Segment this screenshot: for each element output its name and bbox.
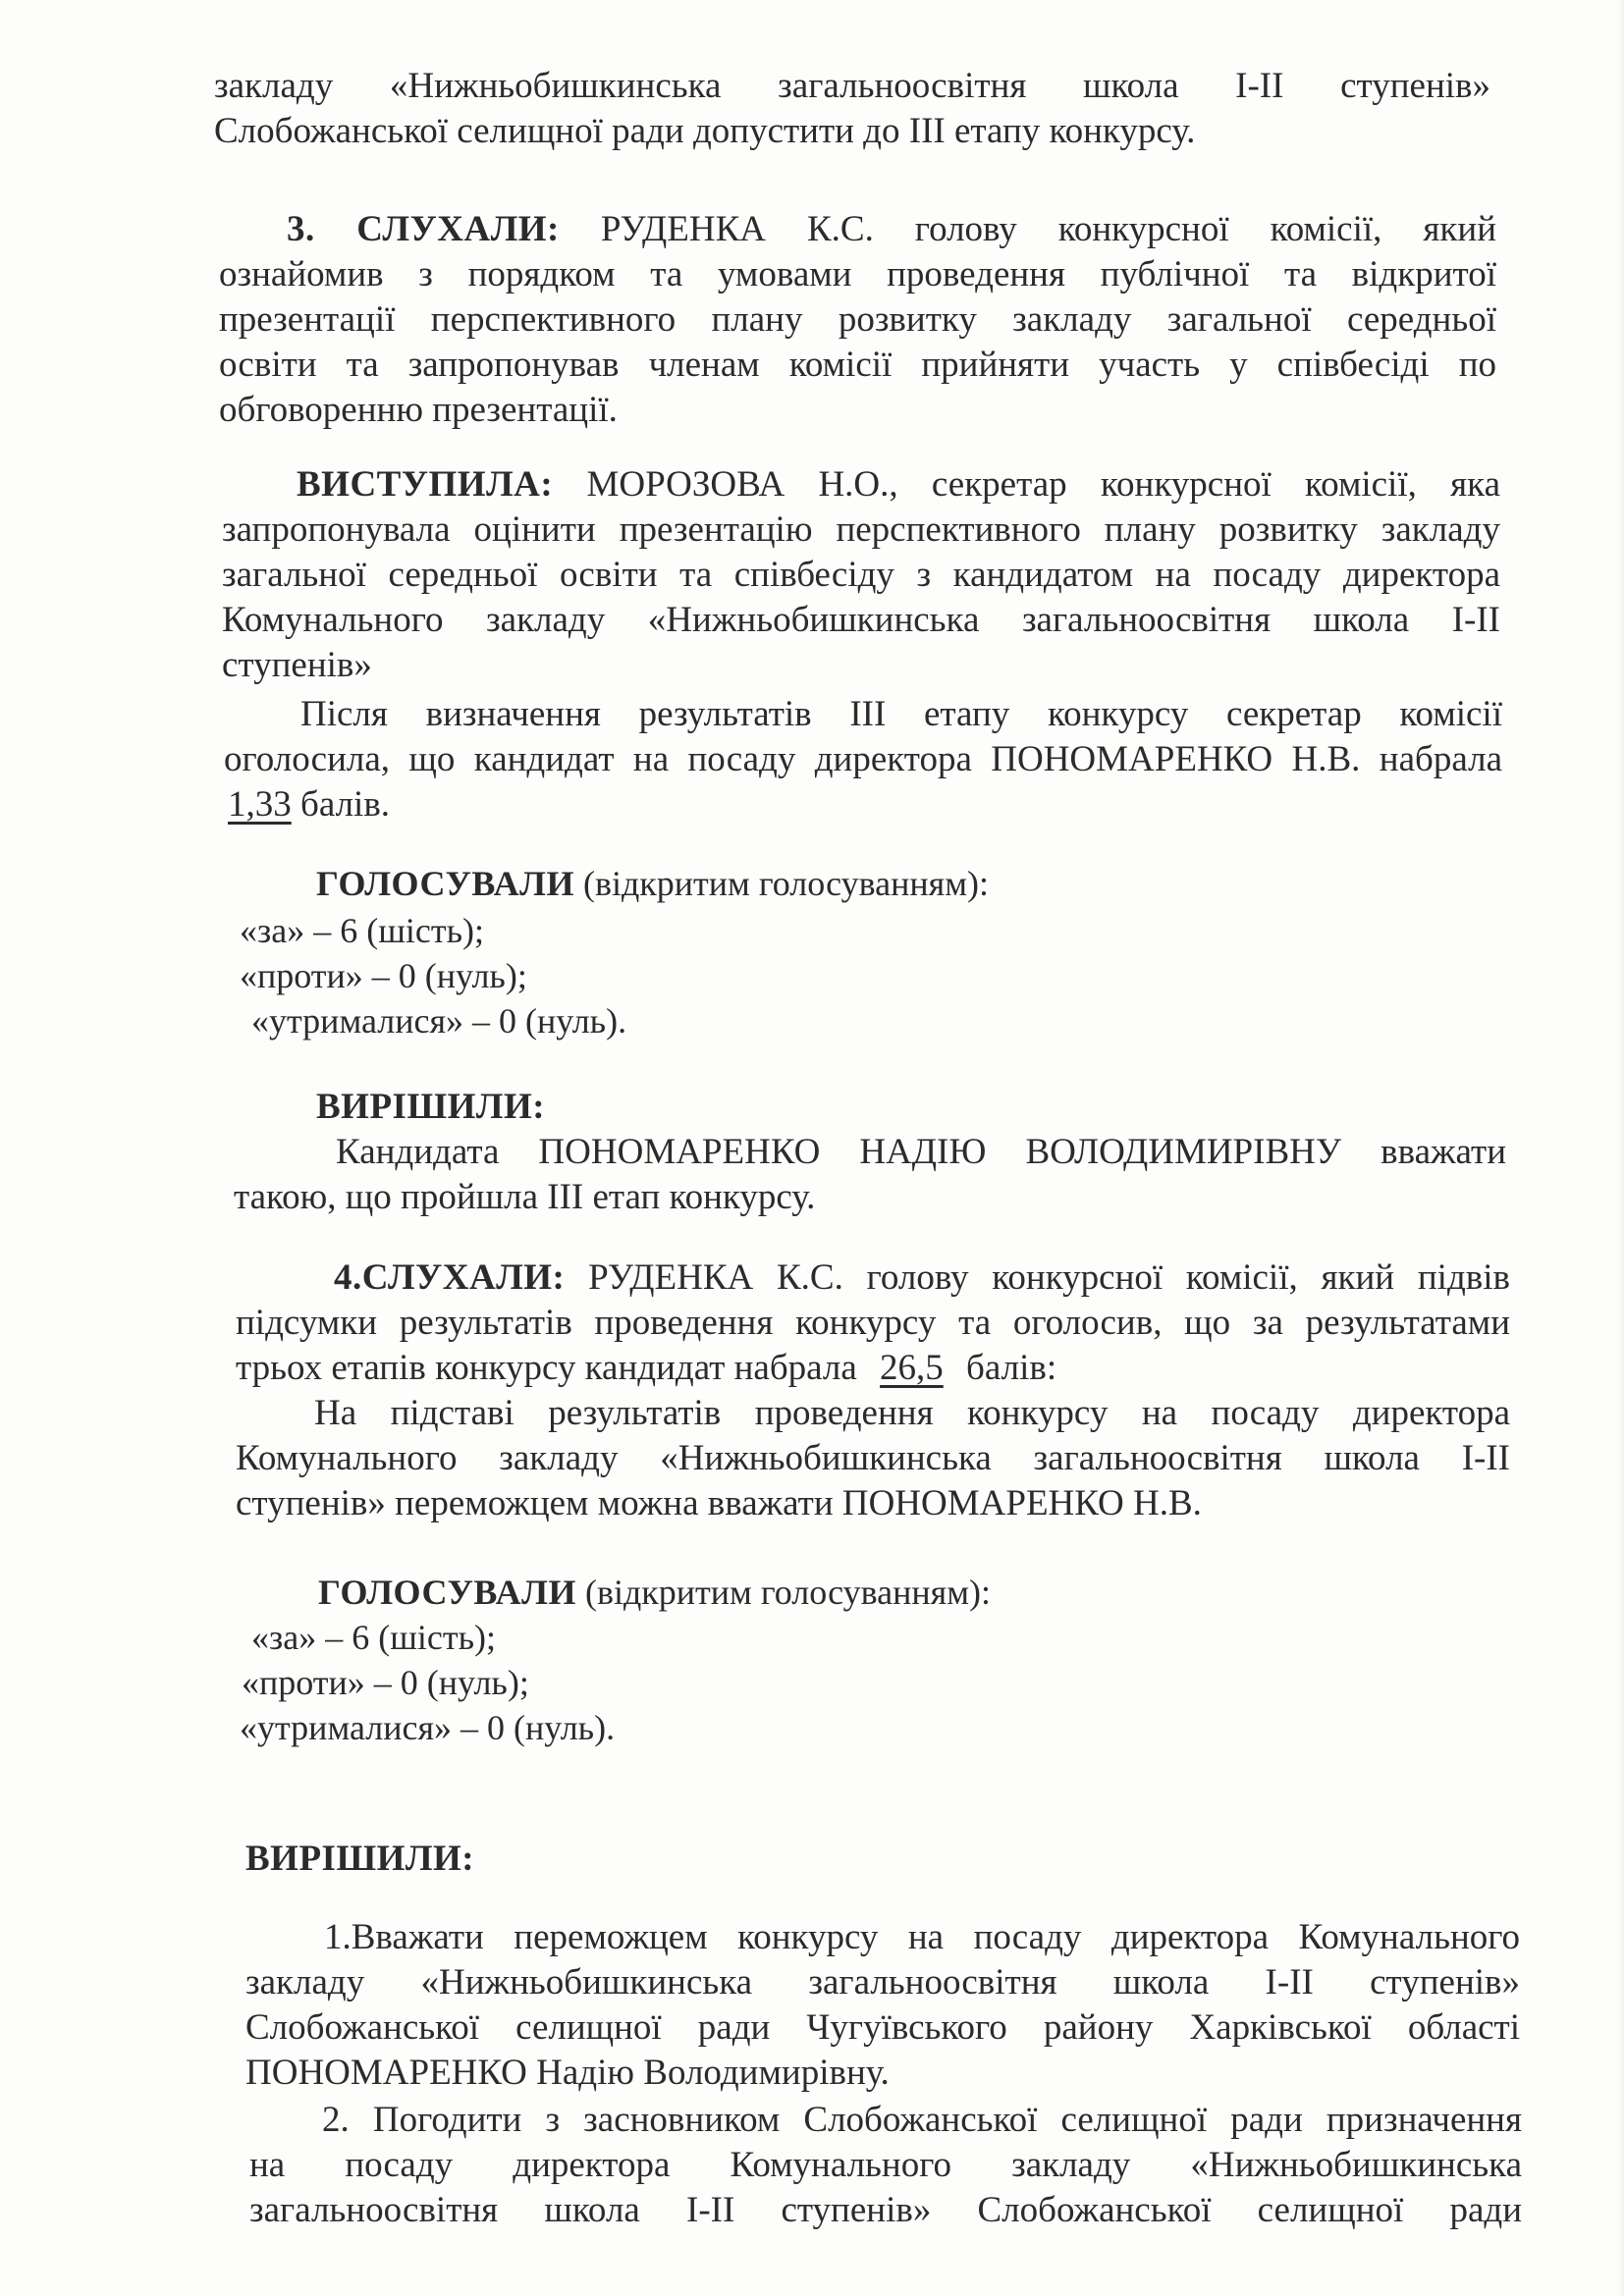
text-line: Комунального закладу «Нижньобишкинська загальноосвітня школа І-ІІ (236, 1438, 1510, 1478)
vote-for: «за» – 6 (шість); (251, 1618, 497, 1657)
text-line: Слобожанської селищної ради Чугуївського району Харківської області (245, 2007, 1520, 2048)
score-line (236, 1347, 1056, 1390)
text-line: запропонувала оцінити презентацію перспективного плану розвитку закладу (222, 509, 1500, 550)
text-span: РУДЕНКА К.С. голову конкурсної комісії, який підвів (588, 1257, 1510, 1298)
text-line: оголосила, що кандидат на посаду директора ПОНОМАРЕНКО Н.В. набрала (224, 739, 1502, 779)
score-value: 26,5 (880, 1348, 944, 1388)
section-heading: 3. СЛУХАЛИ: (287, 209, 560, 249)
text-line: 2. Погодити з засновником Слобожанської селищної ради призначення (322, 2100, 1522, 2140)
text-line: Після визначення результатів ІІІ етапу конкурсу секретар комісії (300, 694, 1502, 734)
section-heading: ВИСТУПИЛА: (297, 464, 554, 505)
text-line: Слобожанської селищної ради допустити до ІІІ етапу конкурсу. (214, 111, 1196, 151)
text-span: балів. (291, 784, 391, 825)
decision-heading: ВИРІШИЛИ: (316, 1087, 546, 1127)
text-line: такою, що пройшла ІІІ етап конкурсу. (234, 1177, 816, 1217)
vote-abstain: «утрималися» – 0 (нуль). (251, 1001, 627, 1041)
section-heading: 4.СЛУХАЛИ: (334, 1257, 566, 1298)
text-line: ознайомив з порядком та умовами проведення публічної та відкритої (219, 254, 1496, 294)
text-line: загальної середньої освіти та співбесіду з кандидатом на посаду директора (222, 555, 1500, 595)
section-3-heading-line (287, 208, 1496, 251)
text-span: (відкритим голосуванням): (574, 864, 989, 903)
text-line: освіти та запропонував членам комісії прийняти участь у співбесіді по (219, 345, 1496, 385)
text-span: трьох етапів конкурсу кандидат набрала (236, 1348, 867, 1388)
text-line: загальноосвітня школа І-ІІ ступенів» Слобожанської селищної ради (249, 2190, 1522, 2230)
text-line: обговоренню презентації. (219, 390, 618, 430)
text-line: ступенів» переможцем можна вважати ПОНОМАРЕНКО Н.В. (236, 1483, 1202, 1523)
vote-heading (318, 1571, 991, 1614)
vote-against: «проти» – 0 (нуль); (240, 956, 527, 995)
score-value: 1,33 (228, 784, 292, 825)
text-line: презентації перспективного плану розвитку закладу загальної середньої (219, 299, 1496, 340)
text-span: МОРОЗОВА Н.О., секретар конкурсної комісії, яка (586, 464, 1500, 505)
page-edge-shadow (1618, 0, 1624, 2296)
vote-abstain: «утрималися» – 0 (нуль). (240, 1708, 616, 1747)
text-line: На підставі результатів проведення конкурсу на посаду директора (314, 1393, 1510, 1433)
text-span: балів: (956, 1348, 1057, 1388)
vote-label: ГОЛОСУВАЛИ (318, 1573, 576, 1612)
vote-for: «за» – 6 (шість); (240, 911, 485, 950)
text-line: Комунального закладу «Нижньобишкинська загальноосвітня школа І-ІІ (222, 600, 1500, 640)
speaker-heading-line (297, 463, 1500, 507)
section-4-heading-line (334, 1256, 1510, 1300)
text-span: (відкритим голосуванням): (576, 1573, 991, 1612)
vote-against: «проти» – 0 (нуль); (242, 1663, 529, 1702)
text-span: РУДЕНКА К.С. голову конкурсної комісії, який (600, 209, 1497, 249)
text-line: на посаду директора Комунального закладу «Нижньобишкинська (249, 2145, 1522, 2185)
text-line: 1.Вважати переможцем конкурсу на посаду директора Комунального (324, 1917, 1520, 1957)
text-line: підсумки результатів проведення конкурсу та оголосив, що за результатами (236, 1303, 1510, 1343)
score-line (228, 783, 390, 827)
text-line: закладу «Нижньобишкинська загальноосвітня школа І-ІІ ступенів» (245, 1962, 1520, 2002)
text-line: ступенів» (222, 645, 372, 685)
text-line: Кандидата ПОНОМАРЕНКО НАДІЮ ВОЛОДИМИРІВНУ вважати (336, 1132, 1506, 1172)
text-line: ПОНОМАРЕНКО Надію Володимирівну. (245, 2053, 890, 2093)
vote-label: ГОЛОСУВАЛИ (316, 864, 574, 903)
text-line: закладу «Нижньобишкинська загальноосвітня школа І-ІІ ступенів» (214, 66, 1490, 106)
vote-heading (316, 862, 989, 905)
decision-heading: ВИРІШИЛИ: (245, 1839, 475, 1879)
